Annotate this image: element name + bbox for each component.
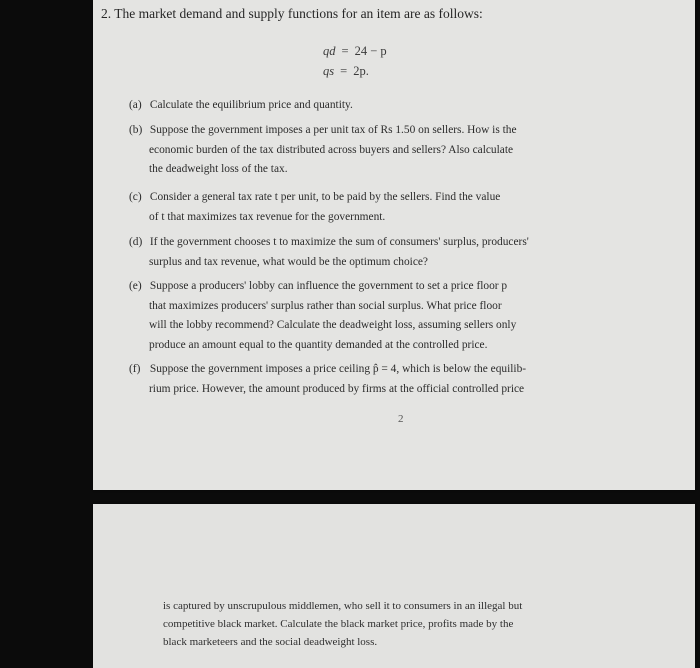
- page-number: 2: [398, 413, 404, 425]
- question-heading: 2. The market demand and supply functions for an item are as follows:: [101, 6, 483, 21]
- demand-rhs: 24 − p: [354, 44, 387, 58]
- part-c: [129, 188, 685, 227]
- part-text-line: Consider a general tax rate t per unit, to be paid by the sellers. Find the value: [149, 191, 501, 203]
- part-text-line: Calculate the equilibrium price and quantity.: [149, 99, 353, 111]
- equals-sign: =: [341, 44, 349, 58]
- continuation-text: [163, 597, 593, 651]
- part-text-line: will the lobby recommend? Calculate the deadweight loss, assuming sellers only: [149, 319, 517, 332]
- part-f: [129, 360, 685, 399]
- continuation-line: black marketeers and the social deadweight loss.: [163, 636, 378, 648]
- part-text-line: the deadweight loss of the tax.: [149, 163, 288, 176]
- part-label: (f): [129, 363, 141, 375]
- part-text-line: Suppose the government imposes a price ceiling p̂ = 4, which is below the equilib-: [149, 363, 527, 375]
- part-e: [129, 277, 685, 356]
- document-page-2: [93, 504, 695, 668]
- part-a: [129, 96, 685, 116]
- demand-equation: [323, 44, 387, 59]
- part-label: (c): [129, 191, 142, 203]
- part-text-line: Suppose a producers' lobby can influence the government to set a price floor p: [149, 280, 508, 292]
- part-text-line: rium price. However, the amount produced by firms at the official controlled price: [149, 382, 525, 395]
- part-text-line: economic burden of the tax distributed across buyers and sellers? Also calculate: [149, 143, 514, 156]
- part-text-line: Suppose the government imposes a per unit tax of Rs 1.50 on sellers. How is the: [149, 124, 517, 136]
- part-text-line: produce an amount equal to the quantity demanded at the controlled price.: [149, 339, 488, 352]
- continuation-line: is captured by unscrupulous middlemen, who sell it to consumers in an illegal but: [163, 600, 523, 612]
- document-page-1: [93, 0, 695, 490]
- part-label: (e): [129, 280, 142, 292]
- supply-rhs: 2p.: [353, 64, 369, 78]
- part-label: (b): [129, 124, 143, 136]
- demand-lhs: qd: [323, 44, 336, 58]
- part-text-line: If the government chooses t to maximize the sum of consumers' surplus, producers': [149, 236, 529, 248]
- equals-sign: =: [340, 64, 348, 78]
- part-text-line: of t that maximizes tax revenue for the government.: [149, 210, 386, 223]
- continuation-line: competitive black market. Calculate the black market price, profits made by the: [163, 618, 514, 630]
- part-b: [129, 121, 685, 180]
- supply-equation: [323, 64, 369, 79]
- part-label: (a): [129, 99, 142, 111]
- part-text-line: surplus and tax revenue, what would be the optimum choice?: [149, 255, 428, 268]
- part-d: [129, 233, 685, 272]
- supply-lhs: qs: [323, 64, 335, 78]
- part-label: (d): [129, 236, 143, 248]
- part-text-line: that maximizes producers' surplus rather than social surplus. What price floor: [149, 299, 502, 312]
